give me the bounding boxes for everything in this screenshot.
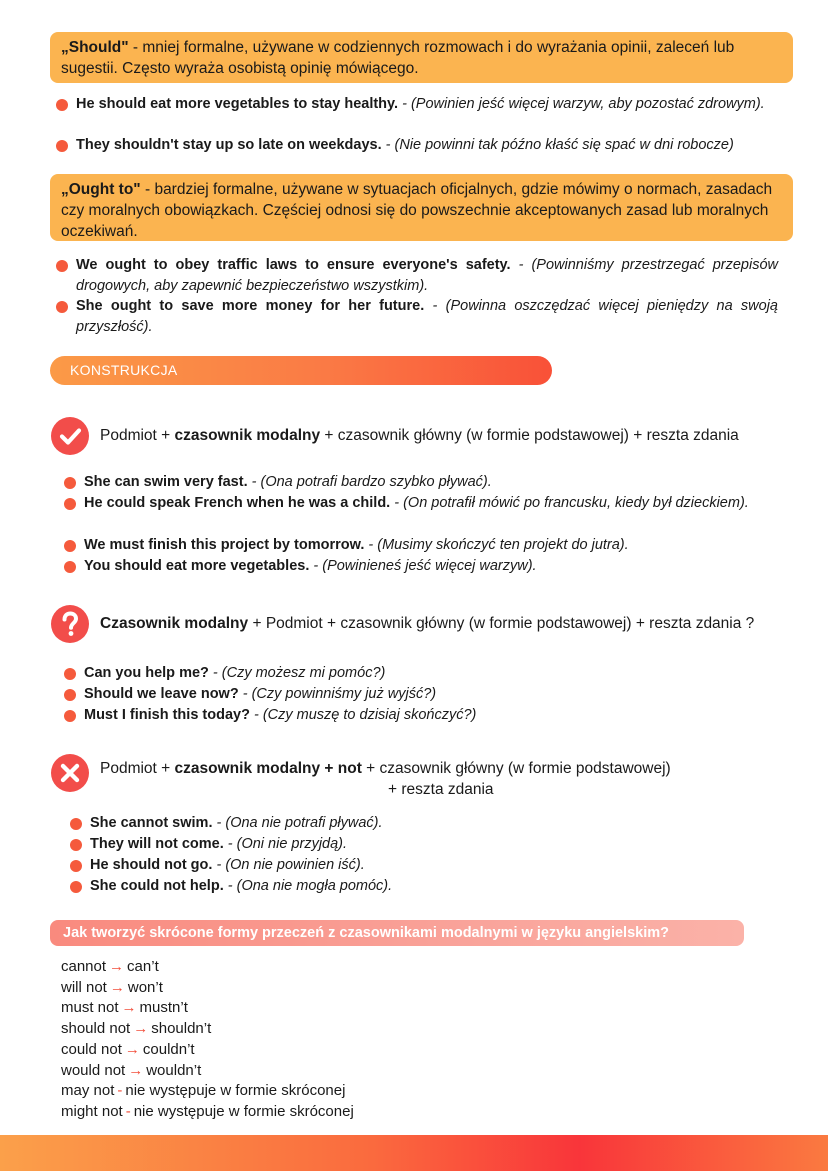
formula-text: Podmiot +: [100, 427, 175, 444]
no-contraction-note: nie występuje w formie skróconej: [133, 1103, 354, 1120]
bullet-dot: [56, 99, 68, 111]
example-english: Can you help me?: [84, 665, 209, 681]
full-form: cannot: [61, 958, 107, 975]
full-form: could not: [61, 1041, 122, 1058]
contraction-row: [61, 998, 188, 1019]
arrow-right-icon: →: [124, 1041, 140, 1058]
ought-to-term: „Ought to": [61, 181, 141, 198]
example-polish: - (Ona potrafi bardzo szybko pływać).: [247, 474, 492, 490]
list-item: [70, 834, 778, 855]
example-english: He should not go.: [90, 857, 213, 873]
full-form: might not: [61, 1103, 123, 1120]
list-item: [64, 472, 778, 493]
list-item: [70, 813, 778, 834]
dash-separator: -: [125, 1103, 131, 1120]
arrow-right-icon: →: [109, 979, 125, 996]
list-item: [56, 296, 778, 337]
formula-modal: czasownik modalny: [174, 427, 321, 444]
list-item: [64, 663, 778, 684]
section-title-construction: KONSTRUKCJA: [50, 356, 552, 385]
bullet-dot: [64, 498, 76, 510]
full-form: may not: [61, 1082, 115, 1099]
example-english: She can swim very fast.: [84, 474, 248, 490]
should-definition-box: [50, 32, 793, 83]
bullet-dot: [64, 710, 76, 722]
example-english: She cannot swim.: [90, 815, 213, 831]
bullet-dot: [64, 561, 76, 573]
full-form: must not: [61, 999, 119, 1016]
bullet-dot: [64, 689, 76, 701]
dash-separator: -: [117, 1082, 123, 1099]
short-form: couldn’t: [142, 1041, 195, 1058]
example-english: She ought to save more money for her future.: [76, 298, 425, 314]
affirmative-formula: [100, 425, 739, 446]
should-term: „Should": [61, 39, 129, 56]
list-item: [64, 684, 778, 705]
bullet-dot: [70, 839, 82, 851]
full-form: would not: [61, 1062, 126, 1079]
ought-to-definition: - bardziej formalne, używane w sytuacjach oficjalnych, gdzie mówimy o normach, zasadach czy moralnych obowiązkach. Częściej odnosi się do powszechnie akceptowanych zasad lub moralnych oczekiwań.: [61, 181, 773, 240]
example-english: He could speak French when he was a child.: [84, 495, 391, 511]
contraction-row: [61, 1081, 345, 1102]
contractions-question-banner: Jak tworzyć skrócone formy przeczeń z czasownikami modalnymi w języku angielskim?: [50, 920, 744, 946]
example-polish: - (Oni nie przyjdą).: [223, 836, 348, 852]
example-english: He should eat more vegetables to stay healthy.: [76, 96, 399, 112]
checkmark-icon: [51, 417, 89, 455]
contraction-row: [61, 1019, 211, 1040]
example-english: Should we leave now?: [84, 686, 239, 702]
list-item: [64, 493, 778, 514]
bullet-dot: [64, 540, 76, 552]
question-formula: [100, 613, 754, 634]
example-polish: - (Ona nie potrafi pływać).: [212, 815, 383, 831]
arrow-right-icon: →: [121, 999, 137, 1016]
example-english: Must I finish this today?: [84, 707, 250, 723]
example-polish: - (Czy muszę to dzisiaj skończyć?): [249, 707, 477, 723]
no-contraction-note: nie występuje w formie skróconej: [125, 1082, 346, 1099]
full-form: will not: [61, 979, 107, 996]
bullet-dot: [56, 301, 68, 313]
list-item: [70, 855, 778, 876]
bullet-dot: [64, 668, 76, 680]
bullet-dot: [70, 818, 82, 830]
short-form: shouldn’t: [151, 1020, 212, 1037]
example-english: You should eat more vegetables.: [84, 558, 310, 574]
list-item: [56, 94, 778, 115]
example-polish: - (Musimy skończyć ten projekt do jutra).: [364, 537, 629, 553]
example-english: They will not come.: [90, 836, 224, 852]
contraction-row: [61, 978, 163, 999]
example-polish: - (Powinna oszczędzać więcej pieniędzy na swoją przyszłość).: [76, 298, 778, 335]
short-form: won’t: [127, 979, 163, 996]
formula-modal: czasownik modalny + not: [174, 760, 362, 777]
should-definition: - mniej formalne, używane w codziennych rozmowach i do wyrażania opinii, zaleceń lub sugestii. Często wyraża osobistą opinię mówiącego.: [61, 39, 735, 77]
contraction-row: [61, 957, 159, 978]
bullet-dot: [70, 881, 82, 893]
short-form: can’t: [127, 958, 159, 975]
formula-modal: Czasownik modalny: [100, 615, 249, 632]
example-polish: - (Czy powinniśmy już wyjść?): [238, 686, 437, 702]
list-item: [70, 876, 778, 897]
list-item: [56, 255, 778, 296]
example-polish: - (Powinien jeść więcej warzyw, aby pozostać zdrowym).: [398, 96, 765, 112]
bullet-dot: [56, 260, 68, 272]
footer-gradient-bar: [0, 1135, 828, 1171]
arrow-right-icon: →: [128, 1062, 144, 1079]
arrow-right-icon: →: [109, 958, 125, 975]
example-polish: - (Ona nie mogła pomóc).: [223, 878, 393, 894]
contraction-row: [61, 1061, 201, 1082]
example-polish: - (Powinieneś jeść więcej warzyw).: [309, 558, 537, 574]
formula-text: Podmiot +: [100, 760, 175, 777]
example-polish: - (Nie powinni tak późno kłaść się spać w dni robocze): [381, 137, 734, 153]
formula-text: + czasownik główny (w formie podstawowej): [361, 760, 671, 777]
contraction-row: [61, 1040, 195, 1061]
example-polish: - (Powinniśmy przestrzegać przepisów drogowych, aby zapewnić bezpieczeństwo wszystkim).: [76, 257, 779, 294]
cross-icon: [51, 754, 89, 792]
contraction-row: [61, 1102, 354, 1123]
bullet-dot: [70, 860, 82, 872]
question-mark-icon: [51, 605, 89, 643]
example-english: They shouldn't stay up so late on weekdays.: [76, 137, 382, 153]
formula-text: + czasownik główny (w formie podstawowej) + reszta zdania: [320, 427, 739, 444]
arrow-right-icon: →: [133, 1020, 149, 1037]
example-polish: - (On potrafił mówić po francusku, kiedy był dzieckiem).: [390, 495, 749, 511]
example-polish: - (Czy możesz mi pomóc?): [208, 665, 386, 681]
example-english: We must finish this project by tomorrow.: [84, 537, 365, 553]
example-english: We ought to obey traffic laws to ensure everyone's safety.: [76, 257, 511, 273]
list-item: [64, 535, 778, 556]
formula-text: + Podmiot + czasownik główny (w formie podstawowej) + reszta zdania ?: [248, 615, 755, 632]
short-form: mustn’t: [139, 999, 188, 1016]
short-form: wouldn’t: [146, 1062, 202, 1079]
list-item: [64, 705, 778, 726]
bullet-dot: [64, 477, 76, 489]
full-form: should not: [61, 1020, 131, 1037]
ought-to-definition-box: [50, 174, 793, 241]
negative-formula-line2: + reszta zdania: [388, 781, 494, 798]
example-polish: - (On nie powinien iść).: [212, 857, 365, 873]
negative-formula: [100, 758, 671, 779]
list-item: [64, 556, 778, 577]
bullet-dot: [56, 140, 68, 152]
list-item: [56, 135, 778, 156]
example-english: She could not help.: [90, 878, 224, 894]
